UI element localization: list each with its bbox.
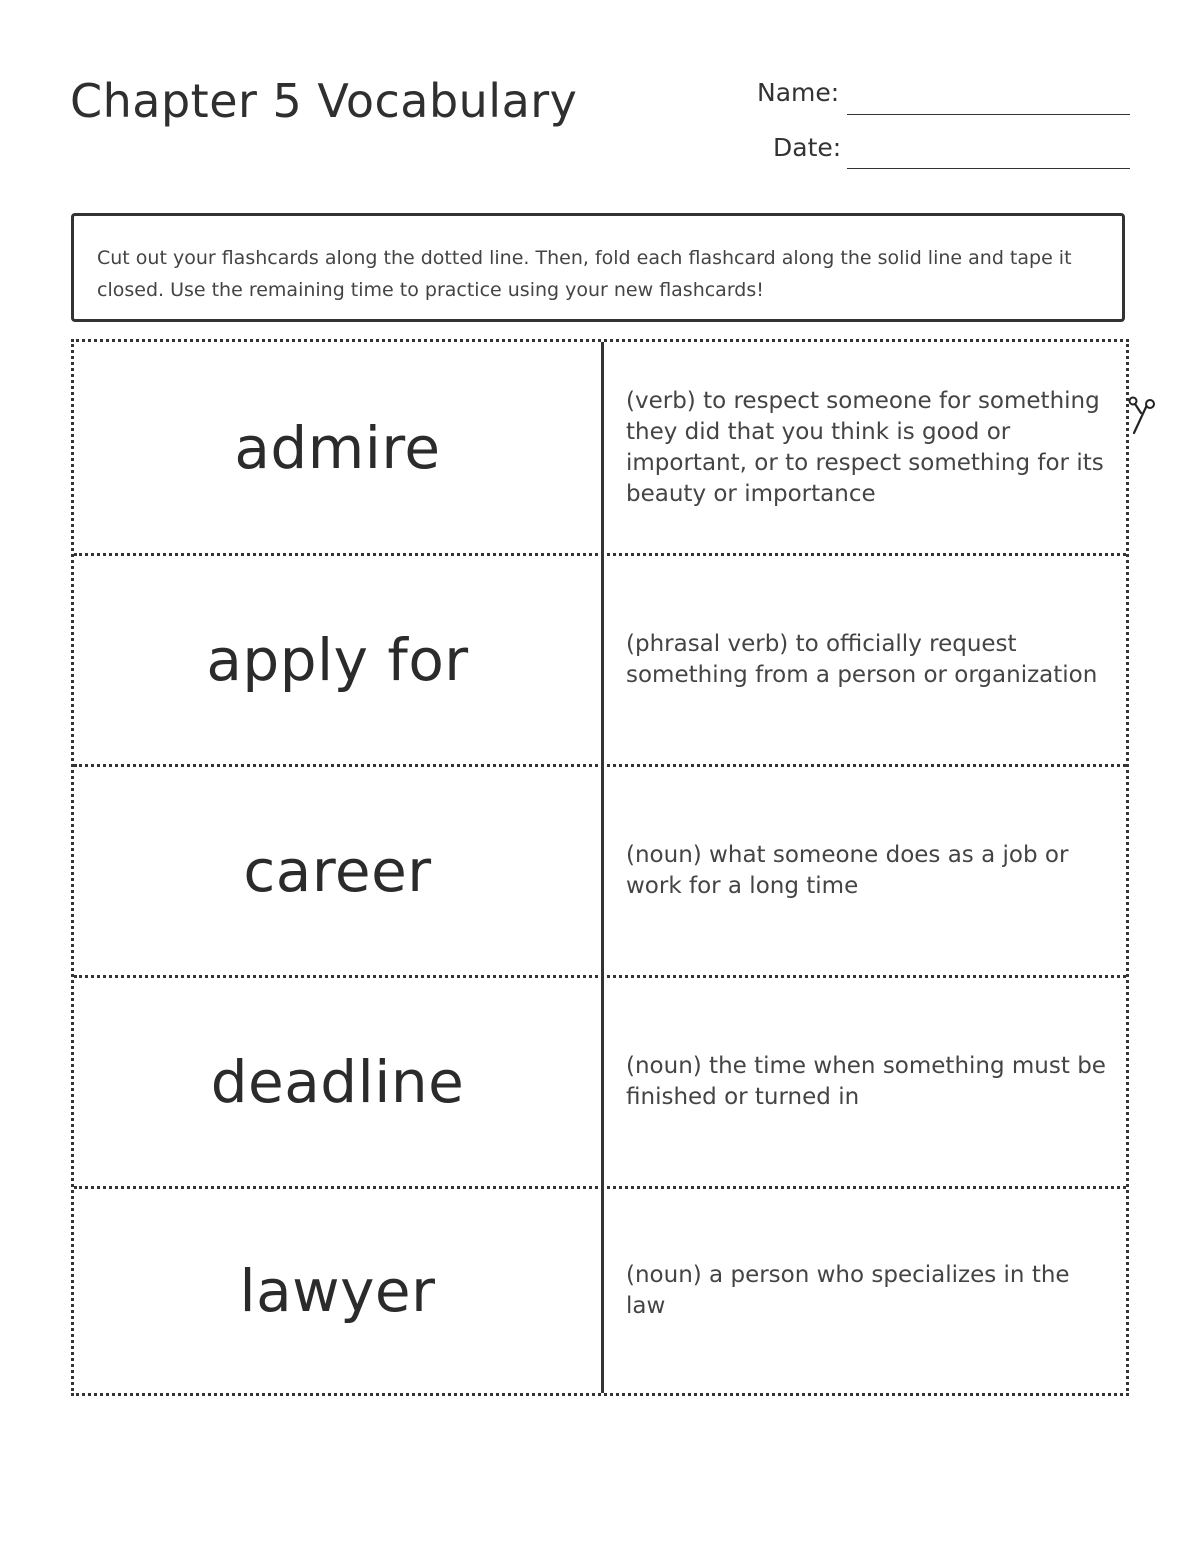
date-line[interactable] <box>847 168 1130 169</box>
definition-text: (verb) to respect someone for something they did that you think is good or important, or to respect something for its beauty or importance <box>626 387 1104 507</box>
definition-text: (noun) the time when something must be finished or turned in <box>626 1053 1106 1110</box>
flashcard-grid <box>71 339 1129 1396</box>
flashcard-term: lawyer <box>239 1257 436 1325</box>
scissors-icon <box>1124 395 1158 435</box>
definition-text: (noun) a person who specializes in the law <box>626 1262 1070 1319</box>
flashcard <box>74 975 1126 1186</box>
flashcard <box>74 553 1126 764</box>
instructions-box: Cut out your flashcards along the dotted line. Then, fold each flashcard along the solid line and tape it closed. Use the remaining time to practice using your new flashcards! <box>71 213 1125 322</box>
flashcard-definition <box>626 767 1116 975</box>
flashcard-definition <box>626 978 1116 1186</box>
flashcard-term: apply for <box>206 626 469 694</box>
flashcard-term: deadline <box>210 1048 465 1116</box>
flashcard-definition <box>626 556 1116 764</box>
definition-text: (phrasal verb) to officially request something from a person or organization <box>626 631 1098 688</box>
flashcard <box>74 342 1126 553</box>
flashcard-term: career <box>243 837 432 905</box>
flashcard <box>74 1186 1126 1393</box>
flashcard-definition <box>626 342 1116 553</box>
definition-text: (noun) what someone does as a job or work for a long time <box>626 842 1069 899</box>
page-title: Chapter 5 Vocabulary <box>70 74 578 128</box>
flashcard <box>74 764 1126 975</box>
name-line[interactable] <box>847 114 1130 115</box>
flashcard-term: admire <box>234 413 441 482</box>
date-label: Date: <box>773 133 842 162</box>
name-label: Name: <box>757 78 840 107</box>
flashcard-definition <box>626 1189 1116 1393</box>
